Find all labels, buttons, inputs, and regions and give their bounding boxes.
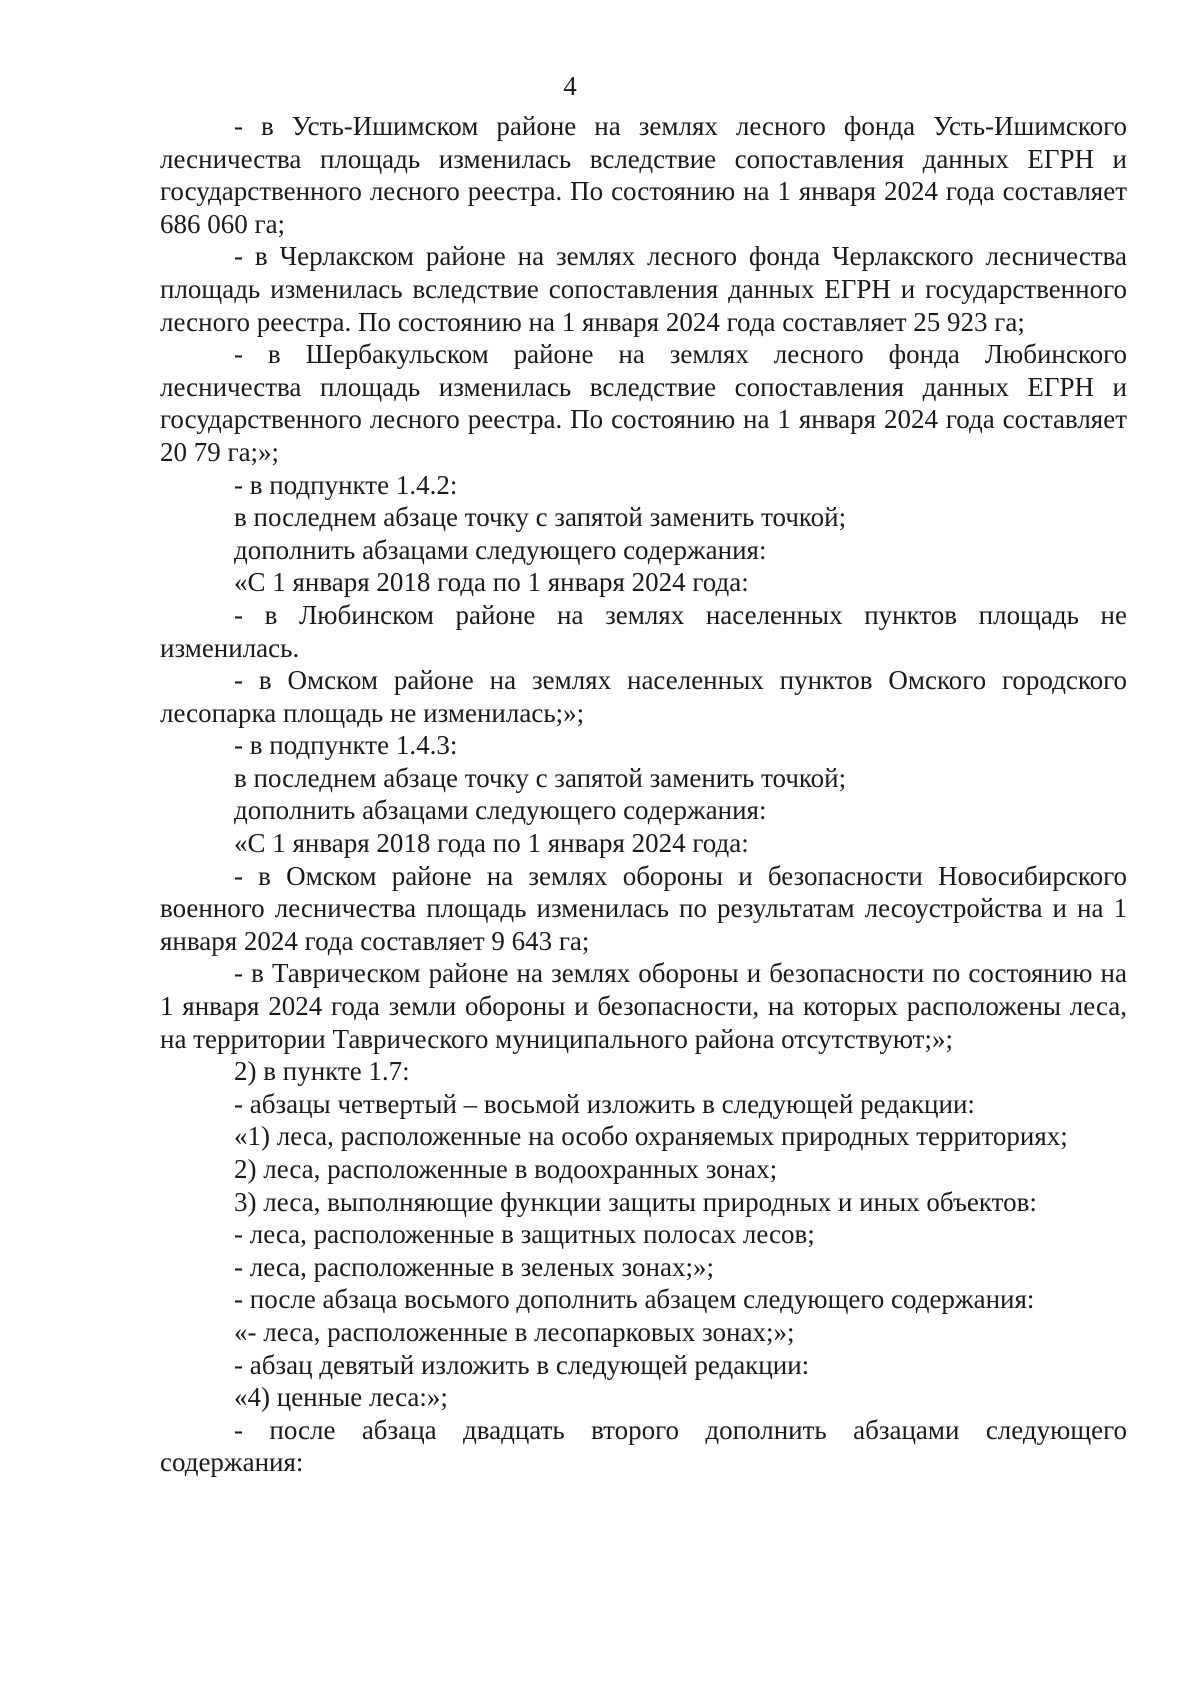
paragraph: «1) леса, расположенные на особо охраняемых природных территориях; xyxy=(234,1121,1068,1152)
paragraph: в последнем абзаце точку с запятой заменить точкой; xyxy=(234,502,847,533)
paragraph: - в подпункте 1.4.2: xyxy=(234,469,458,500)
paragraph: - в Омском районе на землях населенных пунктов Омского городского лесопарка площадь не изменилась;»; xyxy=(160,665,1127,728)
paragraph: - абзацы четвертый – восьмой изложить в следующей редакции: xyxy=(234,1088,975,1119)
paragraph: в последнем абзаце точку с запятой заменить точкой; xyxy=(234,762,847,793)
paragraph: «4) ценные леса:»; xyxy=(234,1382,448,1413)
paragraph: - в Шербакульском районе на землях лесного фонда Любинского лесничества площадь изменилась вследствие сопоставления данных ЕГРН и государственного лесного реестра. По состоянию на 1 января 2024 года составляет 20 79 га;»; xyxy=(160,339,1127,467)
document-body xyxy=(160,110,1127,1479)
paragraph: - в Черлакском районе на землях лесного фонда Черлакского лесничества площадь изменилась вследствие сопоставления данных ЕГРН и государственного лесного реестра. По состоянию на 1 января 2024 года составляет 25 923 га; xyxy=(160,241,1127,337)
paragraph: 2) в пункте 1.7: xyxy=(234,1056,410,1087)
paragraph: дополнить абзацами следующего содержания: xyxy=(234,795,767,826)
paragraph: 3) леса, выполняющие функции защиты природных и иных объектов: xyxy=(234,1186,1037,1217)
paragraph: «С 1 января 2018 года по 1 января 2024 года: xyxy=(234,828,749,859)
paragraph: - в подпункте 1.4.3: xyxy=(234,730,458,761)
paragraph: дополнить абзацами следующего содержания: xyxy=(234,534,767,565)
paragraph: - леса, расположенные в защитных полосах лесов; xyxy=(234,1219,815,1250)
paragraph: - абзац девятый изложить в следующей редакции: xyxy=(234,1349,810,1380)
paragraph: «- леса, расположенные в лесопарковых зонах;»; xyxy=(234,1316,795,1347)
paragraph: 2) леса, расположенные в водоохранных зонах; xyxy=(234,1154,778,1184)
paragraph: - в Омском районе на землях обороны и безопасности Новосибирского военного лесничества площадь изменилась по результатам лесоустройства и на 1 января 2024 года составляет 9 643 га; xyxy=(160,860,1127,956)
paragraph: - в Усть-Ишимском районе на землях лесного фонда Усть-Ишимского лесничества площадь изменилась вследствие сопоставления данных ЕГРН и государственного лесного реестра. По состоянию на 1 января 2024 года составляет 686 060 га; xyxy=(160,111,1127,239)
paragraph: - в Таврическом районе на землях обороны и безопасности по состоянию на 1 января 2024 года земли обороны и безопасности, на которых расположены леса, на территории Таврического муниципального района отсутствуют;»; xyxy=(160,958,1127,1054)
paragraph: - леса, расположенные в зеленых зонах;»; xyxy=(234,1251,714,1282)
paragraph: - в Любинском районе на землях населенных пунктов площадь не изменилась. xyxy=(160,599,1127,663)
paragraph: - после абзаца двадцать второго дополнить абзацами следующего содержания: xyxy=(160,1414,1127,1478)
paragraph: «С 1 января 2018 года по 1 января 2024 года: xyxy=(234,567,749,598)
paragraph: - после абзаца восьмого дополнить абзацем следующего содержания: xyxy=(234,1284,1035,1315)
page-number: 4 xyxy=(563,71,577,101)
